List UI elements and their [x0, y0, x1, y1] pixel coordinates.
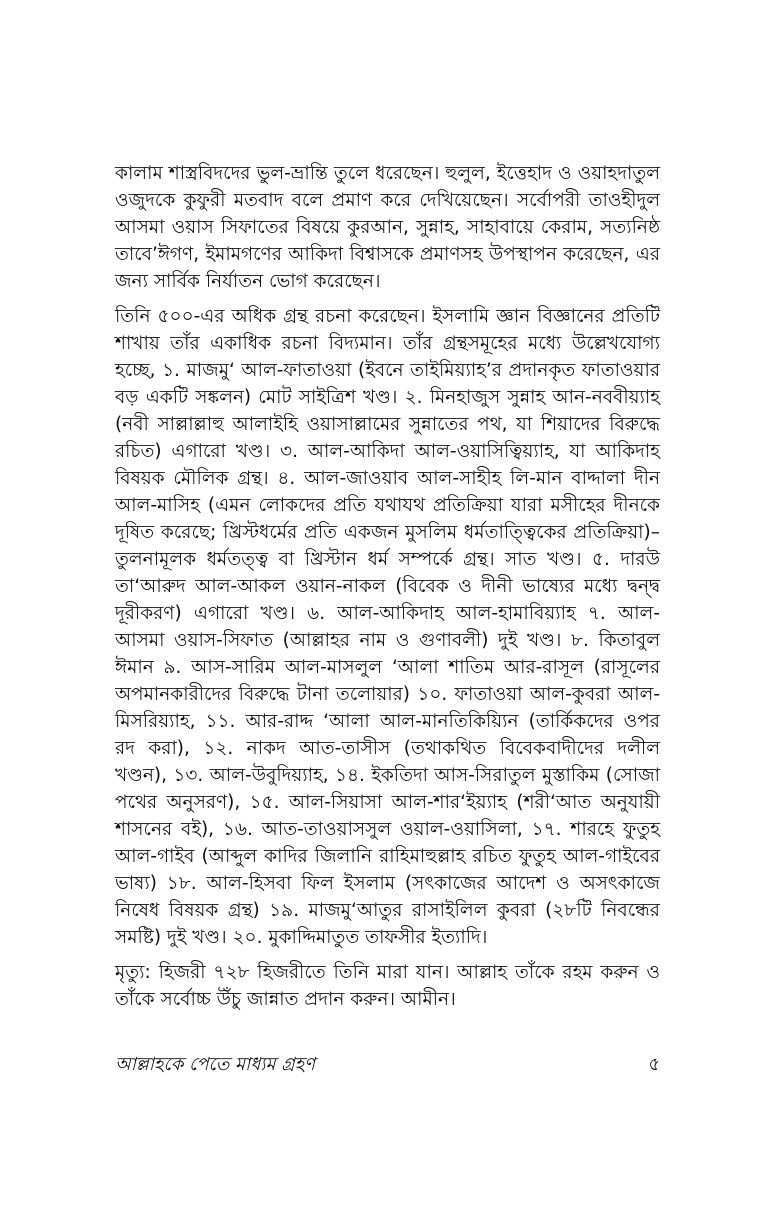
paragraph-intro: কালাম শাস্ত্রবিদদের ভুল-ভ্রান্তি তুলে ধরেছেন। হুলুল, ইত্তেহাদ ও ওয়াহদাতুল ওজুদকে কুফুরী মতবাদ বলে প্রমাণ করে দেখিয়েছেন। সর্বোপরী তাওহীদুল আসমা ওয়াস সিফাতের বিষয়ে কুরআন, সুন্নাহ, সাহাবায়ে কেরাম, সত্যনিষ্ঠ তাবে’ঈগণ, ইমামগণের আকিদা বিশ্বাসকে প্রমাণসহ উপস্থাপন করেছেন, এর জন্য সার্বিক নির্যাতন ভোগ করেছেন।: [115, 163, 660, 292]
paragraph-death: মৃত্যু: হিজরী ৭২৮ হিজরীতে তিনি মারা যান। আল্লাহ তাঁকে রহম করুন ও তাঁকে সর্বোচ্চ উঁচু জান্নাত প্রদান করুন। আমীন।: [115, 962, 660, 1010]
page-body: [115, 160, 660, 1013]
running-footer-title: আল্লাহকে পেতে মাধ্যম গ্রহণ: [115, 1054, 316, 1075]
page-footer: [115, 1053, 660, 1083]
page-number: ৫: [648, 1054, 660, 1075]
paragraph-works: তিনি ৫০০-এর অধিক গ্রন্থ রচনা করেছেন। ইসলামি জ্ঞান বিজ্ঞানের প্রতিটি শাখায় তাঁর একাধিক রচনা বিদ্যমান। তাঁর গ্রন্থসমূহের মধ্যে উল্লেখযোগ্য হচ্ছে, ১. মাজমু‘ আল-ফাতাওয়া (ইবনে তাইমিয়্যাহ’র প্রদানকৃত ফাতাওয়ার বড় একটি সঙ্কলন) মোট সাইত্রিশ খণ্ড। ২. মিনহাজুস সুন্নাহ আন-নববীয়্যাহ (নবী সাল্লাল্লাহু আলাইহি ওয়াসাল্লামের সুন্নাতের পথ, যা শিয়াদের বিরুদ্ধে রচিত) এগারো খণ্ড। ৩. আল-আকিদা আল-ওয়াসিত্বিয়্যাহ, যা আকিদাহ বিষয়ক মৌলিক গ্রন্থ। ৪. আল-জাওয়াব আল-সাহীহ লি-মান বাদ্দালা দীন আল-মাসিহ (এমন লোকদের প্রতি যথাযথ প্রতিক্রিয়া যারা মসীহের দীনকে দূষিত করেছে; খ্রিস্টধর্মের প্রতি একজন মুসলিম ধর্মতাত্ত্বিকের প্রতিক্রিয়া)– তুলনামূলক ধর্মতত্ত্ব বা খ্রিস্টান ধর্ম সম্পর্কে গ্রন্থ। সাত খণ্ড। ৫. দারউ তা‘আরুদ আল-আকল ওয়ান-নাকল (বিবেক ও দীনী ভাষ্যের মধ্যে দ্বন্দ্ব দূরীকরণ) এগারো খণ্ড। ৬. আল-আকিদাহ আল-হামাবিয়্যাহ ৭. আল-আসমা ওয়াস-সিফাত (আল্লাহর নাম ও গুণাবলী) দুই খণ্ড। ৮. কিতাবুল ঈমান ৯. আস-সারিম আল-মাসলুল ‘আলা শাতিম আর-রাসূল (রাসূলের অপমানকারীদের বিরুদ্ধে টানা তলোয়ার) ১০. ফাতাওয়া আল-কুবরা আল-মিসরিয়্যাহ, ১১. আর-রাদ্দ ‘আলা আল-মানতিকিয়্যিন (তার্কিকদের ওপর রদ করা), ১২. নাকদ আত-তাসীস (তথাকথিত বিবেকবাদীদের দলীল খণ্ডন), ১৩. আল-উবুদিয়্যাহ, ১৪. ইকতিদা আস-সিরাতুল মুস্তাকিম (সোজা পথের অনুসরণ), ১৫. আল-সিয়াসা আল-শার‘ইয়্যাহ (শরী‘আত অনুযায়ী শাসনের বই), ১৬. আত-তাওয়াসসুল ওয়াল-ওয়াসিলা, ১৭. শারহে ফুতুহ আল-গাইব (আব্দুল কাদির জিলানি রাহিমাহুল্লাহ রচিত ফুতুহ আল-গাইবের ভাষ্য) ১৮. আল-হিসবা ফিল ইসলাম (সৎকাজের আদেশ ও অসৎকাজে নিষেধ বিষয়ক গ্রন্থ) ১৯. মাজমু‘আতুর রাসাইলিল কুবরা (২৮টি নিবন্ধের সমষ্টি) দুই খণ্ড। ২০. মুকাদ্দিমাতুত তাফসীর ইত্যাদি।: [115, 306, 660, 948]
